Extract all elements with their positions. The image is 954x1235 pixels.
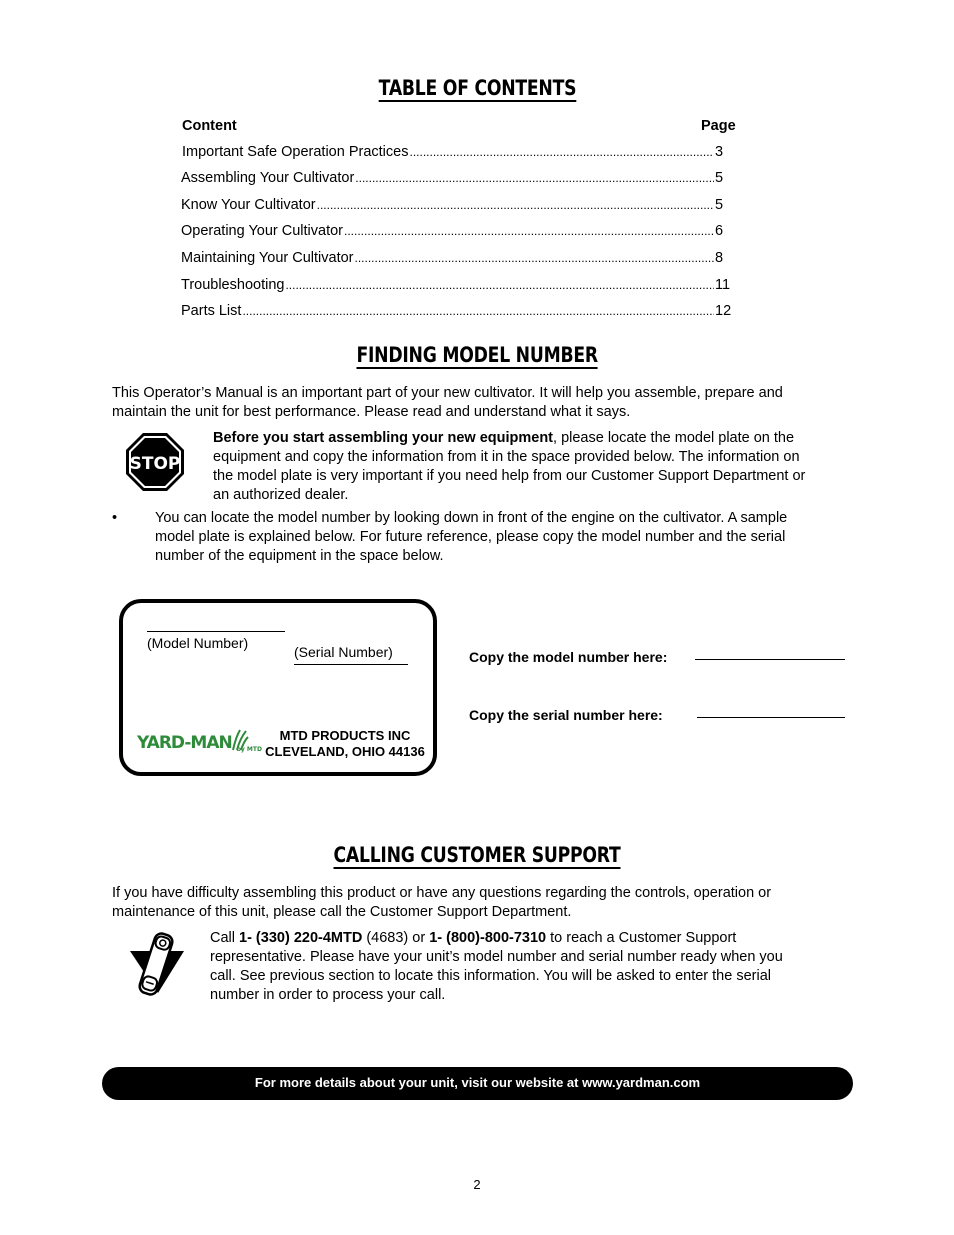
model-intro: This Operator’s Manual is an important part of your new cultivator. It will help you assemble, prepare and maintain the unit for best performance. Please read and understand what it says. — [112, 385, 783, 420]
website-banner — [102, 1067, 853, 1100]
copy-model-label: Copy the model number here: — [469, 649, 668, 665]
model-number-line — [147, 631, 285, 632]
support-intro: If you have difficulty assembling this product or have any questions regarding the controls, operation or maintenance of this unit, please call the Customer Support Department. — [112, 885, 772, 920]
toc-entry: Operating Your Cultivator ..... 6 — [181, 223, 735, 241]
toc-entry: Know Your Cultivator ..... 5 — [181, 197, 735, 215]
manufacturer-info: MTD PRODUCTS INC CLEVELAND, OHIO 44136 — [265, 728, 425, 759]
serial-number-label: (Serial Number) — [294, 644, 393, 660]
toc-column-page: Page — [701, 118, 736, 134]
toc-entry: Parts List ..... 12 — [181, 303, 735, 321]
toc-entry: Assembling Your Cultivator ..... 5 — [181, 170, 735, 188]
model-number-entry-line — [695, 659, 845, 660]
grass-icon — [231, 729, 249, 751]
bullet-text: You can locate the model number by looking down in front of the engine on the cultivator. A sample model plate is explained below. For future reference, please copy the model number and the serial number of the equipment in the space below. — [155, 510, 788, 564]
yard-man-logo: YARD-MAN by MTD — [137, 733, 262, 753]
stop-label: STOP — [129, 454, 181, 474]
support-instructions: Call 1- (330) 220-4MTD (4683) or 1- (800)-800-7310 to reach a Customer Support representative. Please have your unit’s model number and serial number ready when you call. See previous section to locate this information. You will be asked to enter the serial number in order to process your call. — [210, 930, 783, 1003]
toc-entry: Troubleshooting ..... 11 — [181, 277, 735, 295]
phone-icon — [128, 931, 186, 997]
bullet-marker: • — [112, 510, 118, 526]
page-number: 2 — [473, 1177, 481, 1192]
toc-title: TABLE OF CONTENTS — [378, 76, 576, 100]
stop-notice: Before you start assembling your new equipment, please locate the model plate on the equipment and copy the information from it in the space provided below. The information on the model plate is very important if you need help from our Customer Support Department or an authorized dealer. — [213, 430, 806, 503]
support-section-title: CALLING CUSTOMER SUPPORT — [333, 843, 621, 867]
toc-column-content: Content — [182, 118, 237, 134]
serial-number-entry-line — [697, 717, 845, 718]
model-section-title: FINDING MODEL NUMBER — [356, 343, 598, 367]
copy-serial-label: Copy the serial number here: — [469, 707, 663, 723]
stop-sign-icon — [125, 432, 185, 492]
model-number-label: (Model Number) — [147, 635, 249, 651]
toc-entry: Important Safe Operation Practices ..... 3 — [182, 144, 735, 162]
serial-number-line — [294, 664, 408, 665]
toc-entry: Maintaining Your Cultivator ..... 8 — [181, 250, 735, 268]
model-plate — [119, 599, 437, 776]
website-banner-text: For more details about your unit, visit our website at www.yardman.com — [254, 1075, 701, 1090]
